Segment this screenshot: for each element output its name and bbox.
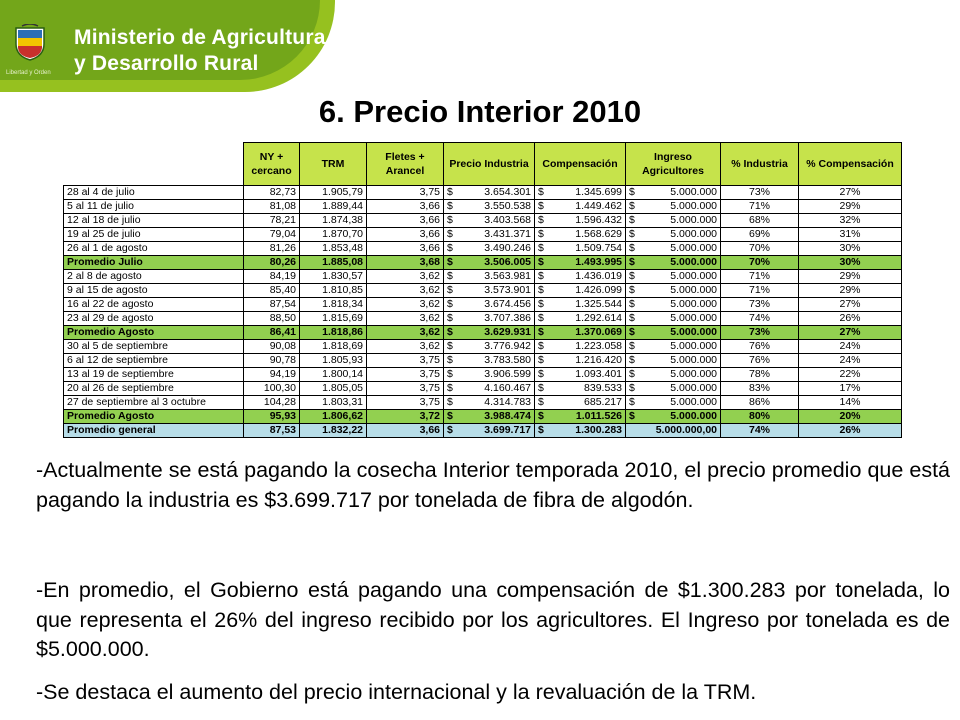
cell-compensacion: $ 1.011.526 [535, 410, 626, 424]
cell-pct-industria: 86% [721, 396, 799, 410]
cell-period: 12 al 18 de julio [64, 214, 244, 228]
paragraph-compensacion: -En promedio, el Gobierno está pagando una compensación de $1.300.283 por tonelada, lo que representa el 26% del ingreso recibido por los agricultores. El Ingreso por tonelada es de $5.000.000. [36, 578, 950, 661]
cell-compensacion: $ 1.449.462 [535, 200, 626, 214]
cell-fletes: 3,62 [367, 270, 444, 284]
cell-trm: 1.818,34 [300, 298, 367, 312]
cell-pct-compensacion: 26% [799, 424, 902, 438]
cell-pct-compensacion: 24% [799, 354, 902, 368]
cell-ingreso: $ 5.000.000 [626, 382, 721, 396]
cell-pct-compensacion: 32% [799, 214, 902, 228]
cell-period: Promedio general [64, 424, 244, 438]
cell-compensacion: $ 1.325.544 [535, 298, 626, 312]
cell-pct-industria: 80% [721, 410, 799, 424]
table-row [64, 354, 902, 368]
cell-fletes: 3,75 [367, 354, 444, 368]
cell-period: 30 al 5 de septiembre [64, 340, 244, 354]
table-row [64, 424, 902, 438]
cell-ny: 87,53 [244, 424, 300, 438]
cell-fletes: 3,75 [367, 382, 444, 396]
table-row [64, 326, 902, 340]
cell-precio: $ 3.550.538 [444, 200, 535, 214]
cell-compensacion: $ 1.436.019 [535, 270, 626, 284]
cell-pct-compensacion: 30% [799, 256, 902, 270]
cell-compensacion: $ 1.493.995 [535, 256, 626, 270]
cell-pct-industria: 73% [721, 186, 799, 200]
header-ny: NY + cercano [244, 143, 300, 186]
cell-pct-compensacion: 27% [799, 186, 902, 200]
header-trm: TRM [300, 143, 367, 186]
table-row [64, 284, 902, 298]
cell-period: 28 al 4 de julio [64, 186, 244, 200]
cell-fletes: 3,75 [367, 396, 444, 410]
table-row [64, 298, 902, 312]
header-pct-compensacion: % Compensación [799, 143, 902, 186]
cell-period: 6 al 12 de septiembre [64, 354, 244, 368]
ministry-name-line1: Ministerio de Agricultura [74, 26, 326, 49]
cell-precio: $ 3.906.599 [444, 368, 535, 382]
cell-precio: $ 3.431.371 [444, 228, 535, 242]
header-blank [64, 143, 244, 186]
cell-ingreso: $ 5.000.000 [626, 354, 721, 368]
cell-trm: 1.885,08 [300, 256, 367, 270]
cell-precio: $ 3.776.942 [444, 340, 535, 354]
cell-fletes: 3,68 [367, 256, 444, 270]
cell-period: Promedio Agosto [64, 410, 244, 424]
table-body [64, 186, 902, 438]
cell-trm: 1.806,62 [300, 410, 367, 424]
cell-period: Promedio Agosto [64, 326, 244, 340]
cell-compensacion: $ 1.216.420 [535, 354, 626, 368]
cell-trm: 1.870,70 [300, 228, 367, 242]
cell-trm: 1.800,14 [300, 368, 367, 382]
cell-ny: 94,19 [244, 368, 300, 382]
cell-ny: 81,08 [244, 200, 300, 214]
cell-pct-compensacion: 14% [799, 396, 902, 410]
cell-precio: $ 4.160.467 [444, 382, 535, 396]
cell-compensacion: $ 839.533 [535, 382, 626, 396]
cell-pct-compensacion: 24% [799, 340, 902, 354]
cell-precio: $ 3.707.386 [444, 312, 535, 326]
cell-compensacion: $ 1.223.058 [535, 340, 626, 354]
cell-fletes: 3,66 [367, 242, 444, 256]
cell-ny: 79,04 [244, 228, 300, 242]
cell-fletes: 3,66 [367, 228, 444, 242]
cell-ingreso: $ 5.000.000 [626, 186, 721, 200]
cell-pct-compensacion: 27% [799, 326, 902, 340]
cell-pct-industria: 83% [721, 382, 799, 396]
cell-ny: 85,40 [244, 284, 300, 298]
cell-compensacion: $ 1.509.754 [535, 242, 626, 256]
cell-precio: $ 3.988.474 [444, 410, 535, 424]
cell-precio: $ 3.654.301 [444, 186, 535, 200]
cell-ingreso: $ 5.000.000 [626, 396, 721, 410]
table-row [64, 256, 902, 270]
header-banner [0, 0, 335, 92]
cell-compensacion: $ 1.300.283 [535, 424, 626, 438]
cell-fletes: 3,72 [367, 410, 444, 424]
cell-period: 26 al 1 de agosto [64, 242, 244, 256]
cell-period: 2 al 8 de agosto [64, 270, 244, 284]
cell-pct-industria: 68% [721, 214, 799, 228]
table-row [64, 368, 902, 382]
cell-trm: 1.905,79 [300, 186, 367, 200]
cell-ingreso: 5.000.000,00 [626, 424, 721, 438]
cell-trm: 1.830,57 [300, 270, 367, 284]
cell-trm: 1.815,69 [300, 312, 367, 326]
cell-pct-industria: 71% [721, 270, 799, 284]
cell-period: 23 al 29 de agosto [64, 312, 244, 326]
table-row [64, 410, 902, 424]
cell-ingreso: $ 5.000.000 [626, 228, 721, 242]
header-pct-industria: % Industria [721, 143, 799, 186]
cell-period: Promedio Julio [64, 256, 244, 270]
cell-trm: 1.853,48 [300, 242, 367, 256]
cell-period: 9 al 15 de agosto [64, 284, 244, 298]
cell-pct-compensacion: 31% [799, 228, 902, 242]
cell-pct-industria: 73% [721, 298, 799, 312]
cell-ny: 104,28 [244, 396, 300, 410]
header-ingreso: Ingreso Agricultores [626, 143, 721, 186]
table-row [64, 200, 902, 214]
cell-precio: $ 3.783.580 [444, 354, 535, 368]
cell-ny: 84,19 [244, 270, 300, 284]
cell-trm: 1.810,85 [300, 284, 367, 298]
cell-precio: $ 3.563.981 [444, 270, 535, 284]
cell-ingreso: $ 5.000.000 [626, 298, 721, 312]
cell-ny: 87,54 [244, 298, 300, 312]
table-row [64, 242, 902, 256]
cell-pct-industria: 71% [721, 200, 799, 214]
cell-pct-industria: 70% [721, 256, 799, 270]
table-row [64, 340, 902, 354]
cell-fletes: 3,62 [367, 284, 444, 298]
cell-ny: 100,30 [244, 382, 300, 396]
cell-fletes: 3,62 [367, 312, 444, 326]
cell-ingreso: $ 5.000.000 [626, 270, 721, 284]
header-precio: Precio Industria [444, 143, 535, 186]
cell-ingreso: $ 5.000.000 [626, 214, 721, 228]
cell-precio: $ 3.629.931 [444, 326, 535, 340]
cell-trm: 1.818,86 [300, 326, 367, 340]
cell-pct-compensacion: 26% [799, 312, 902, 326]
cell-pct-compensacion: 20% [799, 410, 902, 424]
cell-pct-industria: 74% [721, 424, 799, 438]
table-header-row [64, 143, 902, 186]
cell-compensacion: $ 1.292.614 [535, 312, 626, 326]
cell-pct-compensacion: 22% [799, 368, 902, 382]
cell-compensacion: $ 1.568.629 [535, 228, 626, 242]
cell-fletes: 3,62 [367, 298, 444, 312]
table-row [64, 270, 902, 284]
cell-compensacion: $ 685.217 [535, 396, 626, 410]
table-row [64, 228, 902, 242]
cell-fletes: 3,66 [367, 200, 444, 214]
cell-precio: $ 3.573.901 [444, 284, 535, 298]
cell-ingreso: $ 5.000.000 [626, 242, 721, 256]
cell-pct-compensacion: 29% [799, 270, 902, 284]
cell-ny: 78,21 [244, 214, 300, 228]
cell-ny: 95,93 [244, 410, 300, 424]
cell-trm: 1.803,31 [300, 396, 367, 410]
cell-pct-compensacion: 30% [799, 242, 902, 256]
cell-ny: 80,26 [244, 256, 300, 270]
cell-fletes: 3,66 [367, 424, 444, 438]
cell-fletes: 3,66 [367, 214, 444, 228]
cell-pct-industria: 78% [721, 368, 799, 382]
cell-ny: 82,73 [244, 186, 300, 200]
cell-ingreso: $ 5.000.000 [626, 284, 721, 298]
cell-ny: 88,50 [244, 312, 300, 326]
table-row [64, 382, 902, 396]
cell-fletes: 3,75 [367, 368, 444, 382]
header-fletes: Fletes + Arancel [367, 143, 444, 186]
cell-precio: $ 3.699.717 [444, 424, 535, 438]
cell-ingreso: $ 5.000.000 [626, 312, 721, 326]
cell-precio: $ 3.490.246 [444, 242, 535, 256]
cell-ingreso: $ 5.000.000 [626, 256, 721, 270]
cell-pct-industria: 76% [721, 340, 799, 354]
cell-pct-compensacion: 17% [799, 382, 902, 396]
header-compensacion: Compensación [535, 143, 626, 186]
cell-precio: $ 3.403.568 [444, 214, 535, 228]
cell-trm: 1.832,22 [300, 424, 367, 438]
table-row [64, 312, 902, 326]
cell-pct-industria: 73% [721, 326, 799, 340]
table-row [64, 186, 902, 200]
cell-ingreso: $ 5.000.000 [626, 200, 721, 214]
paragraph-precio-industria: -Actualmente se está pagando la cosecha Interior temporada 2010, el precio promedio que está pagando la industria es $3.699.717 por tonelada de fibra de algodón. [36, 458, 950, 512]
cell-trm: 1.818,69 [300, 340, 367, 354]
cell-period: 5 al 11 de julio [64, 200, 244, 214]
cell-fletes: 3,62 [367, 340, 444, 354]
cell-precio: $ 4.314.783 [444, 396, 535, 410]
cell-pct-industria: 71% [721, 284, 799, 298]
cell-pct-compensacion: 27% [799, 298, 902, 312]
cell-period: 27 de septiembre al 3 octubre [64, 396, 244, 410]
cell-pct-industria: 74% [721, 312, 799, 326]
cell-trm: 1.889,44 [300, 200, 367, 214]
cell-ingreso: $ 5.000.000 [626, 368, 721, 382]
cell-period: 20 al 26 de septiembre [64, 382, 244, 396]
cell-trm: 1.805,05 [300, 382, 367, 396]
cell-pct-compensacion: 29% [799, 284, 902, 298]
cell-fletes: 3,62 [367, 326, 444, 340]
motto-text: Libertad y Orden [6, 70, 51, 76]
paragraph-aumento: -Se destaca el aumento del precio internacional y la revaluación de la TRM. [36, 680, 757, 704]
coat-of-arms-icon [12, 24, 48, 62]
cell-ny: 86,41 [244, 326, 300, 340]
page-title: 6. Precio Interior 2010 [318, 94, 642, 129]
cell-fletes: 3,75 [367, 186, 444, 200]
cell-ny: 90,78 [244, 354, 300, 368]
cell-ingreso: $ 5.000.000 [626, 340, 721, 354]
cell-pct-industria: 76% [721, 354, 799, 368]
cell-period: 19 al 25 de julio [64, 228, 244, 242]
table-row [64, 214, 902, 228]
cell-compensacion: $ 1.370.069 [535, 326, 626, 340]
cell-compensacion: $ 1.596.432 [535, 214, 626, 228]
cell-ny: 90,08 [244, 340, 300, 354]
cell-trm: 1.874,38 [300, 214, 367, 228]
cell-pct-compensacion: 29% [799, 200, 902, 214]
cell-precio: $ 3.506.005 [444, 256, 535, 270]
cell-pct-industria: 69% [721, 228, 799, 242]
cell-ingreso: $ 5.000.000 [626, 410, 721, 424]
cell-pct-industria: 70% [721, 242, 799, 256]
price-table [63, 142, 902, 438]
cell-compensacion: $ 1.426.099 [535, 284, 626, 298]
cell-compensacion: $ 1.093.401 [535, 368, 626, 382]
cell-ingreso: $ 5.000.000 [626, 326, 721, 340]
table-row [64, 396, 902, 410]
cell-ny: 81,26 [244, 242, 300, 256]
cell-period: 16 al 22 de agosto [64, 298, 244, 312]
cell-trm: 1.805,93 [300, 354, 367, 368]
cell-period: 13 al 19 de septiembre [64, 368, 244, 382]
ministry-name-line2: y Desarrollo Rural [74, 52, 259, 75]
cell-precio: $ 3.674.456 [444, 298, 535, 312]
cell-compensacion: $ 1.345.699 [535, 186, 626, 200]
